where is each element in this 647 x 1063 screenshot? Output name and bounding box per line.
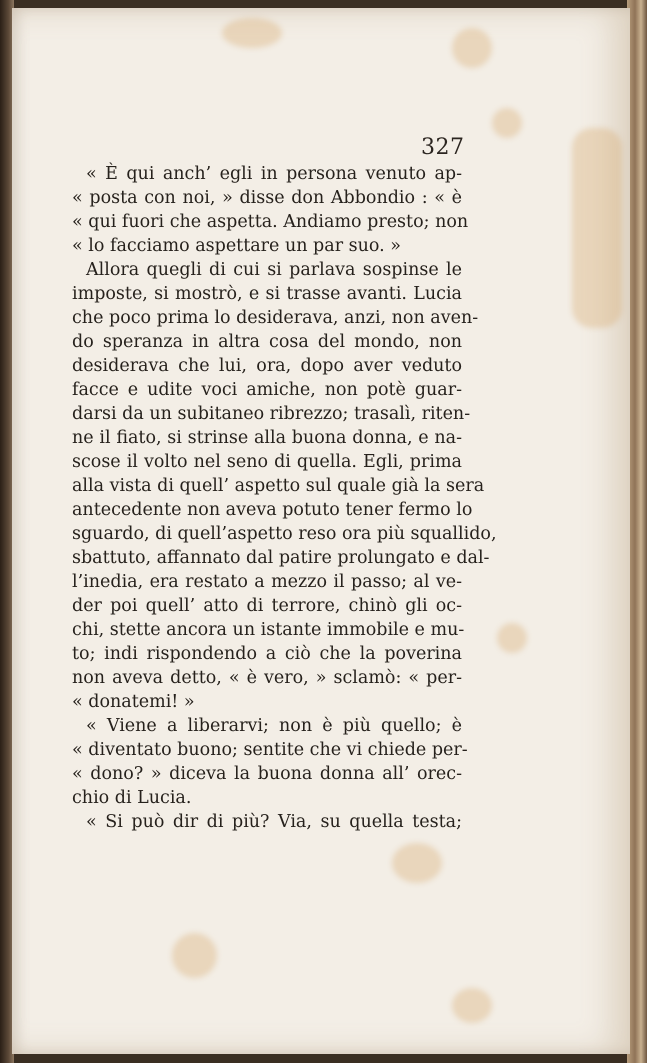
text-line: facce e udite voci amiche, non potè guar- [72,380,462,400]
text-line: sbattuto, affannato dal patire prolungato e dal- [72,548,490,568]
text-line: « donatemi! » [72,692,195,712]
page-body-text [72,162,497,834]
foxing-stain [452,988,492,1023]
text-line: « posta con noi, » disse don Abbondio : « è [72,188,462,208]
text-line: che poco prima lo desiderava, anzi, non aven- [72,308,479,328]
text-line: alla vista di quell’ aspetto sul quale già la sera [72,476,485,496]
text-line: imposte, si mostrò, e si trasse avanti. Lucia [72,284,462,304]
foxing-stain [492,108,522,138]
text-line: « lo facciamo aspettare un par suo. » [72,236,401,256]
text-line: « qui fuori che aspetta. Andiamo presto; non [72,212,469,232]
text-line: « diventato buono; sentite che vi chiede per- [72,740,468,760]
foxing-stain [392,843,442,883]
text-line: ne il fiato, si strinse alla buona donna, e na- [72,428,462,448]
foxing-stain [497,623,527,653]
text-line: « Si può dir di più? Via, su quella testa; [86,812,462,832]
text-line: « È qui anch’ egli in persona venuto ap- [86,164,462,184]
foxing-stain [572,128,622,328]
text-line: desiderava che lui, ora, dopo aver veduto [72,356,462,376]
page-number: 327 [421,135,465,160]
text-line: « dono? » diceva la buona donna all’ orec- [72,764,462,784]
text-line: to; indi rispondendo a ciò che la poverina [72,644,462,664]
foxing-stain [452,28,492,68]
text-line: « Viene a liberarvi; non è più quello; è [86,716,462,736]
text-line: chio di Lucia. [72,788,192,808]
text-line: sguardo, di quell’aspetto reso ora più squallido, [72,524,497,544]
page-edges [627,0,647,1063]
text-line: darsi da un subitaneo ribrezzo; trasalì, riten- [72,404,471,424]
text-line: scose il volto nel seno di quella. Egli, prima [72,452,462,472]
text-line: Allora quegli di cui si parlava sospinse le [86,260,462,280]
text-line: chi, stette ancora un istante immobile e mu- [72,620,465,640]
text-line: l’inedia, era restato a mezzo il passo; al ve- [72,572,462,592]
text-line: der poi quell’ atto di terrore, chinò gli oc- [72,596,462,616]
text-line: non aveva detto, « è vero, » sclamò: « per- [72,668,462,688]
foxing-stain [172,933,217,978]
text-line: antecedente non aveva potuto tener fermo lo [72,500,473,520]
text-line: do speranza in altra cosa del mondo, non [72,332,462,352]
foxing-stain [222,18,282,48]
